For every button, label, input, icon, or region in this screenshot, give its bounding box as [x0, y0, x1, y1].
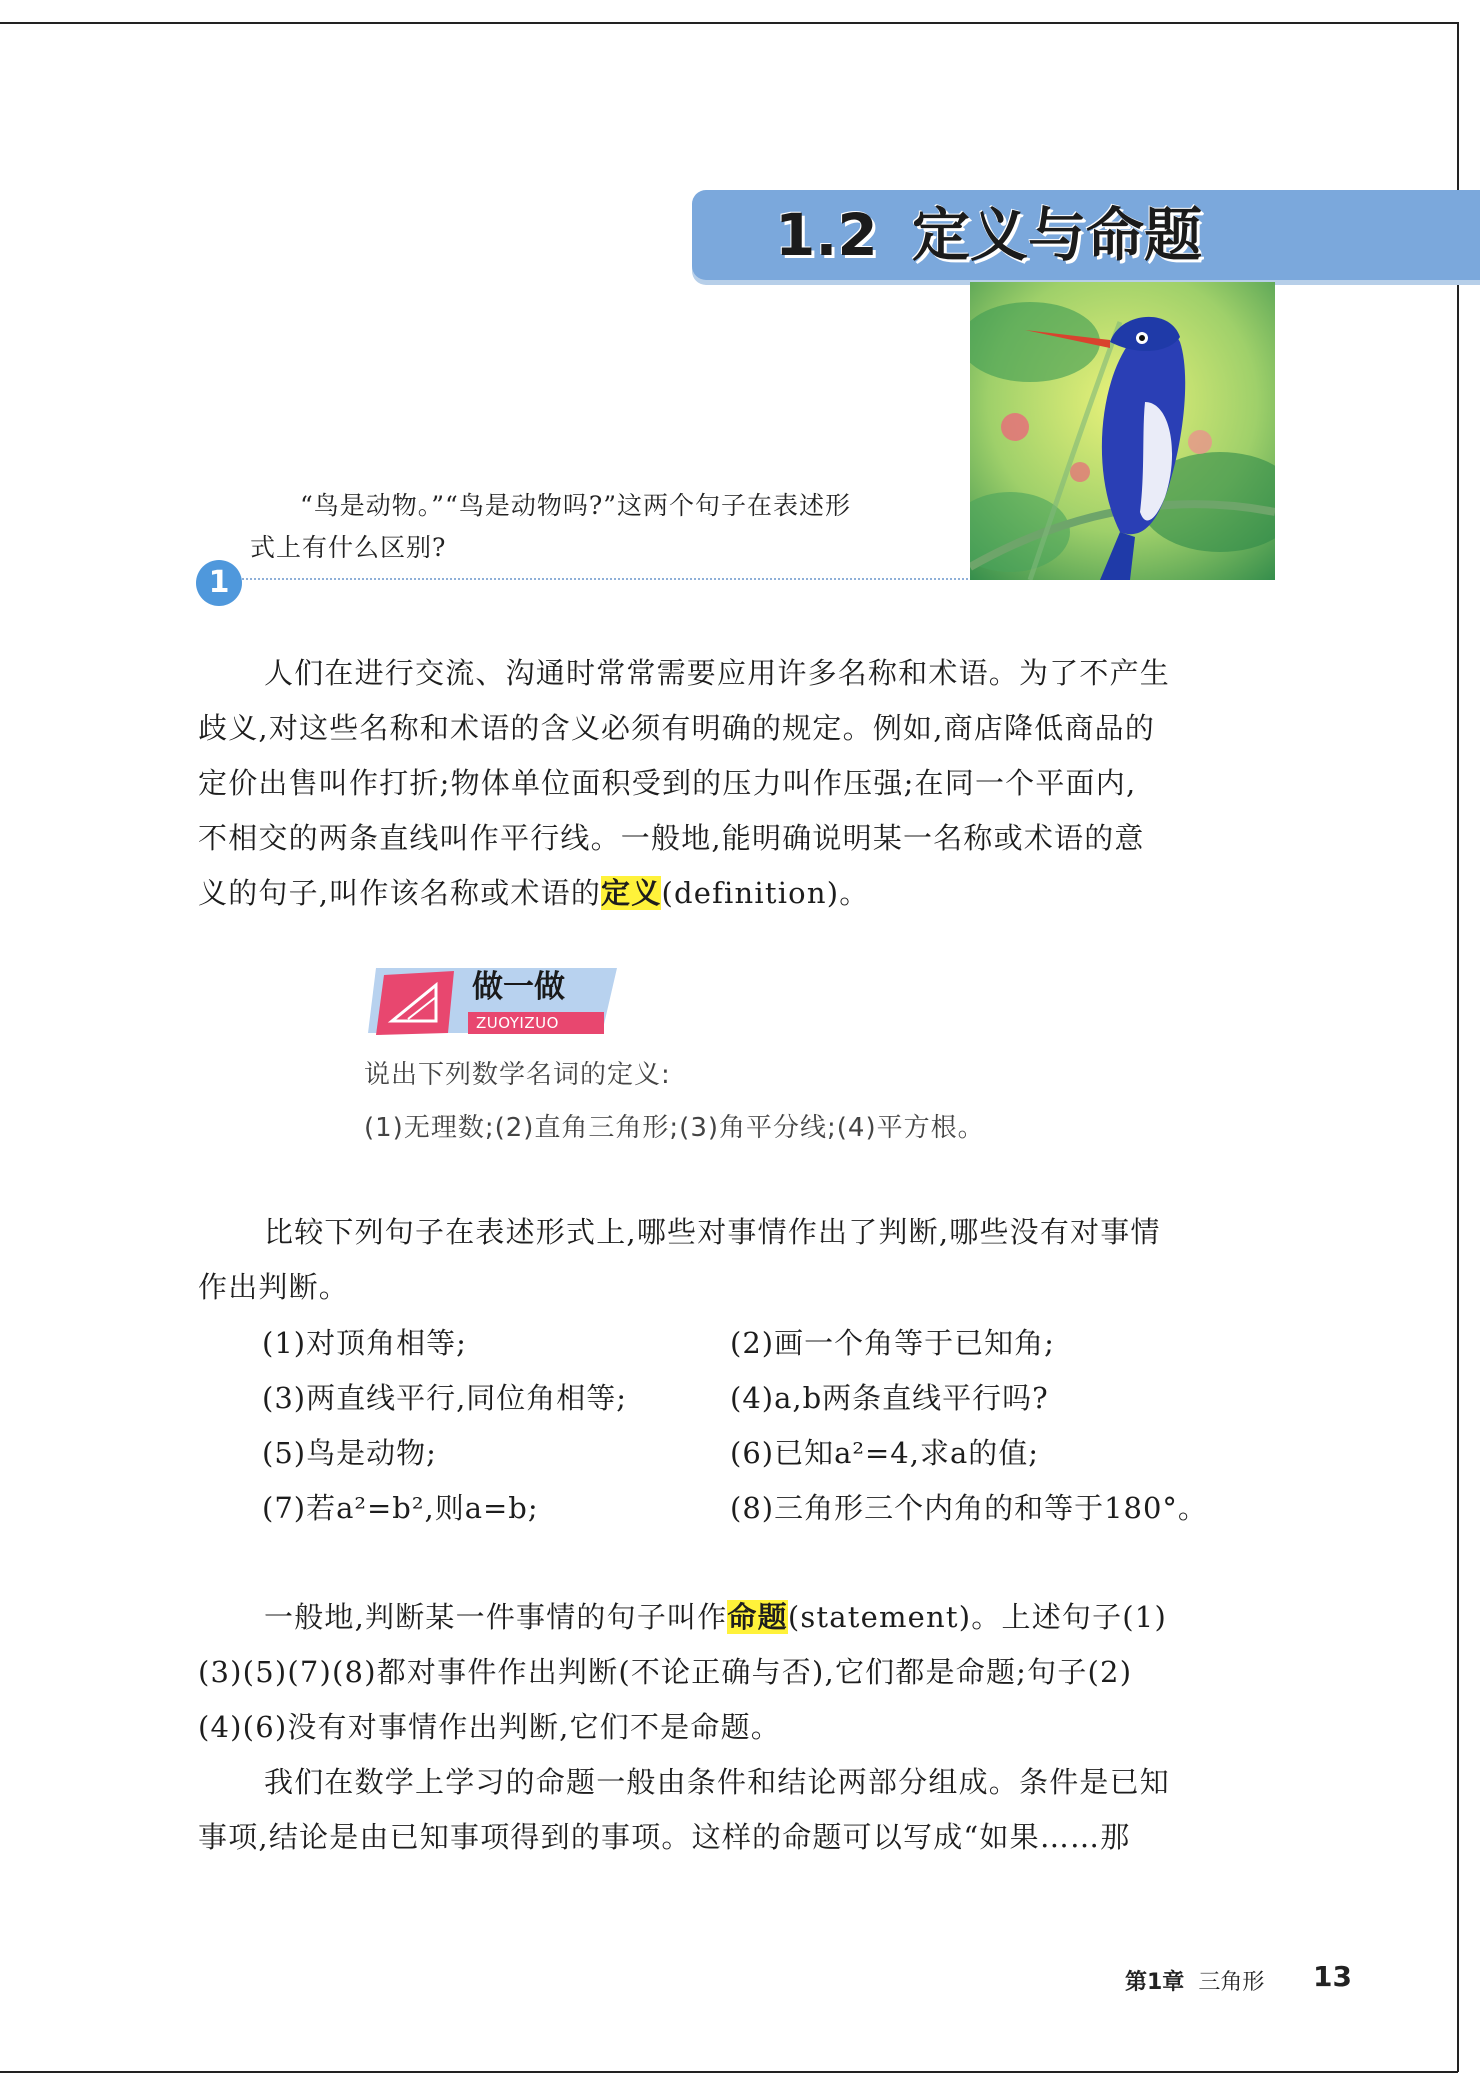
para1-line1: 人们在进行交流、沟通时常常需要应用许多名称和术语。为了不产生	[264, 656, 1171, 690]
activity-label: 做一做	[472, 969, 565, 1005]
para1-line2: 歧义,对这些名称和术语的含义必须有明确的规定。例如,商店降低商品的	[198, 711, 1156, 745]
intro-question-line1: “鸟是动物。”“鸟是动物吗?”这两个句子在表述形	[300, 491, 852, 520]
para4-line1: 我们在数学上学习的命题一般由条件和结论两部分组成。条件是已知	[264, 1765, 1171, 1799]
section-title: 定义与命题	[912, 201, 1203, 269]
para1-line5-post: (definition)。	[661, 876, 870, 910]
statement-paragraph	[198, 1590, 1278, 1865]
page-frame-top	[0, 22, 1458, 24]
dotted-divider	[238, 578, 968, 580]
para3-line2: (3)(5)(7)(8)都对事件作出判断(不论正确与否),它们都是命题;句子(2)	[198, 1655, 1133, 1689]
activity-label-pinyin: ZUOYIZUO	[468, 1012, 604, 1034]
para1-line3: 定价出售叫作打折;物体单位面积受到的压力叫作压强;在同一个平面内,	[198, 766, 1137, 800]
statement-3: (3)两直线平行,同位角相等;	[262, 1381, 628, 1415]
statement-1: (1)对顶角相等;	[262, 1326, 467, 1360]
intro-question-line2: 式上有什么区别?	[250, 533, 447, 562]
statement-2: (2)画一个角等于已知角;	[730, 1326, 1055, 1360]
term-definition: 定义	[601, 876, 662, 910]
statement-8: (8)三角形三个内角的和等于180°。	[730, 1491, 1208, 1525]
definition-paragraph	[198, 646, 1278, 921]
para2-line2: 作出判断。	[198, 1270, 350, 1304]
footer-chapter-title: 三角形	[1198, 1970, 1265, 1995]
statement-5: (5)鸟是动物;	[262, 1436, 437, 1470]
para1-line4: 不相交的两条直线叫作平行线。一般地,能明确说明某一名称或术语的意	[198, 821, 1145, 855]
footer-chapter	[1125, 1965, 1264, 1996]
para1-line5-pre: 义的句子,叫作该名称或术语的	[198, 876, 602, 910]
statement-4: (4)a,b两条直线平行吗?	[730, 1381, 1049, 1415]
page-frame-bottom	[0, 2071, 1458, 2073]
kingfisher-illustration	[970, 282, 1275, 580]
para2-line1: 比较下列句子在表述形式上,哪些对事情作出了判断,哪些没有对事情	[264, 1215, 1161, 1249]
statement-6: (6)已知a²=4,求a的值;	[730, 1436, 1040, 1470]
para3-line1-pre: 一般地,判断某一件事情的句子叫作	[264, 1600, 728, 1634]
footer-chapter-number: 第1章	[1125, 1970, 1185, 1995]
statement-7: (7)若a²=b²,则a=b;	[262, 1491, 539, 1525]
activity-prompt: 说出下列数学名词的定义:	[364, 1060, 671, 1090]
section-number: 1.2	[775, 201, 878, 269]
compare-paragraph	[198, 1205, 1278, 1315]
activity-items: (1)无理数;(2)直角三角形;(3)角平分线;(4)平方根。	[364, 1113, 985, 1143]
question-number-badge: 1	[196, 560, 242, 606]
para4-line2: 事项,结论是由已知事项得到的事项。这样的命题可以写成“如果……那	[198, 1820, 1131, 1854]
term-statement: 命题	[727, 1600, 788, 1634]
page-frame-right	[1457, 22, 1459, 2072]
page-number: 13	[1313, 1960, 1352, 1993]
intro-question	[250, 485, 940, 569]
para3-line1-post: (statement)。上述句子(1)	[787, 1600, 1167, 1634]
para3-line3: (4)(6)没有对事情作出判断,它们不是命题。	[198, 1710, 781, 1744]
